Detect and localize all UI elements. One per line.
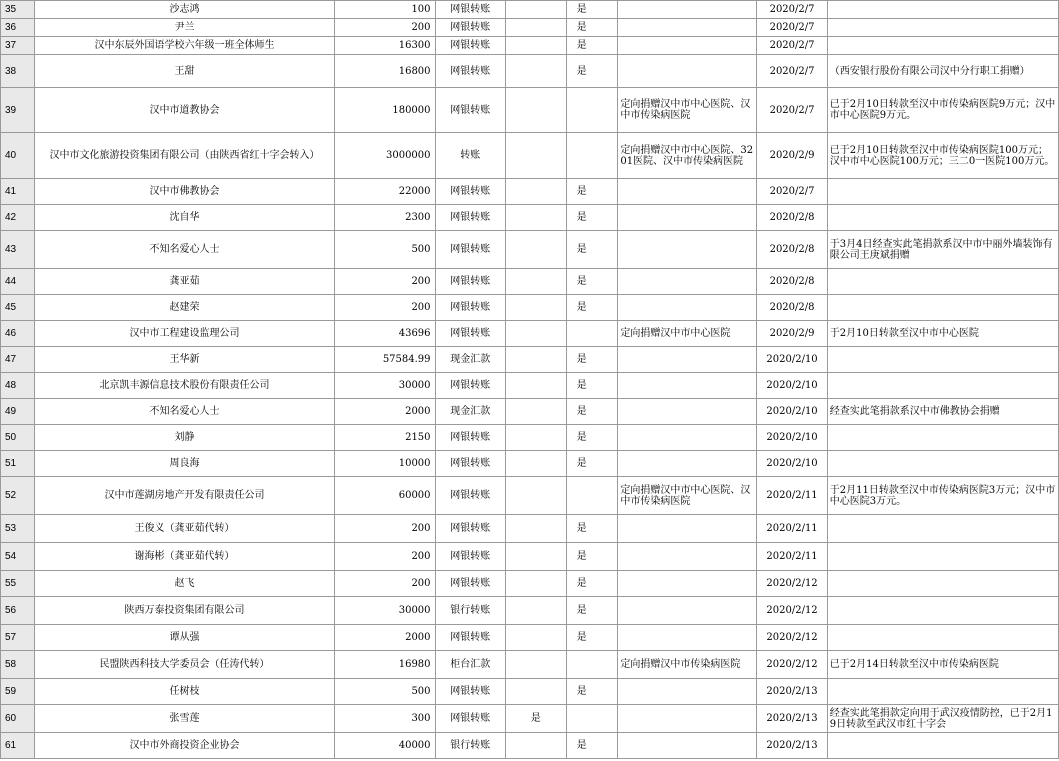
amount-cell[interactable]: 43696: [335, 321, 435, 347]
date-cell[interactable]: 2020/2/13: [757, 679, 827, 705]
table-row: [1, 88, 1059, 133]
donor-name-cell[interactable]: 王俊义（龚亚茹代转）: [34, 515, 335, 543]
flag-cell-e[interactable]: 是: [566, 347, 618, 373]
remark-cell[interactable]: [827, 679, 1058, 705]
flag-cell-e[interactable]: [566, 321, 618, 347]
flag-cell-d[interactable]: [506, 295, 567, 321]
payment-method-cell[interactable]: 现金汇款: [435, 399, 505, 425]
payment-method-cell[interactable]: 柜台汇款: [435, 651, 505, 679]
amount-cell[interactable]: 16800: [335, 55, 435, 88]
table-row: [1, 55, 1059, 88]
donor-name-cell[interactable]: 谭从强: [34, 625, 335, 651]
remark-cell[interactable]: 已于2月10日转款至汉中市传染病医院100万元；汉中市中心医院100万元；三二0一医院100万元。: [827, 133, 1058, 179]
designation-cell[interactable]: [618, 347, 757, 373]
amount-cell[interactable]: 200: [335, 19, 435, 37]
amount-cell[interactable]: 40000: [335, 733, 435, 759]
amount-cell[interactable]: 2000: [335, 625, 435, 651]
flag-cell-d[interactable]: [506, 347, 567, 373]
payment-method-cell[interactable]: 网银转账: [435, 515, 505, 543]
row-number[interactable]: 37: [1, 37, 35, 55]
donor-name-cell[interactable]: 沈自华: [34, 205, 335, 231]
flag-cell-e[interactable]: 是: [566, 733, 618, 759]
amount-cell[interactable]: 2000: [335, 399, 435, 425]
donor-name-cell[interactable]: 陕西万泰投资集团有限公司: [34, 597, 335, 625]
designation-cell[interactable]: [618, 179, 757, 205]
flag-cell-d[interactable]: [506, 679, 567, 705]
donor-name-cell[interactable]: 王甜: [34, 55, 335, 88]
flag-cell-d[interactable]: [506, 55, 567, 88]
flag-cell-e[interactable]: 是: [566, 179, 618, 205]
donor-name-cell[interactable]: 不知名爱心人士: [34, 231, 335, 269]
flag-cell-e[interactable]: 是: [566, 231, 618, 269]
table-row: [1, 571, 1059, 597]
remark-cell[interactable]: 已于2月14日转款至汉中市传染病医院: [827, 651, 1058, 679]
remark-cell[interactable]: [827, 37, 1058, 55]
donor-name-cell[interactable]: 赵建荣: [34, 295, 335, 321]
flag-cell-e[interactable]: [566, 705, 618, 733]
row-number[interactable]: 39: [1, 88, 35, 133]
amount-cell[interactable]: 2300: [335, 205, 435, 231]
flag-cell-e[interactable]: 是: [566, 373, 618, 399]
remark-cell[interactable]: [827, 19, 1058, 37]
table-row: [1, 1, 1059, 19]
payment-method-cell[interactable]: 网银转账: [435, 425, 505, 451]
remark-cell[interactable]: [827, 373, 1058, 399]
row-number[interactable]: 53: [1, 515, 35, 543]
table-row: [1, 37, 1059, 55]
designation-cell[interactable]: [618, 597, 757, 625]
amount-cell[interactable]: 3000000: [335, 133, 435, 179]
date-cell[interactable]: 2020/2/7: [757, 1, 827, 19]
amount-cell[interactable]: 200: [335, 571, 435, 597]
flag-cell-d[interactable]: [506, 543, 567, 571]
row-number[interactable]: 43: [1, 231, 35, 269]
flag-cell-e[interactable]: 是: [566, 37, 618, 55]
payment-method-cell[interactable]: 网银转账: [435, 373, 505, 399]
donor-name-cell[interactable]: 赵飞: [34, 571, 335, 597]
designation-cell[interactable]: [618, 55, 757, 88]
donor-name-cell[interactable]: 沙志鸿: [34, 1, 335, 19]
row-number[interactable]: 52: [1, 477, 35, 515]
table-row: [1, 269, 1059, 295]
donor-name-cell[interactable]: 北京凯丰源信息技术股份有限责任公司: [34, 373, 335, 399]
donor-name-cell[interactable]: 汉中市文化旅游投资集团有限公司（由陕西省红十字会转入）: [34, 133, 335, 179]
date-cell[interactable]: 2020/2/10: [757, 399, 827, 425]
remark-cell[interactable]: [827, 269, 1058, 295]
table-row: [1, 425, 1059, 451]
amount-cell[interactable]: 500: [335, 679, 435, 705]
date-cell[interactable]: 2020/2/7: [757, 55, 827, 88]
flag-cell-d[interactable]: [506, 651, 567, 679]
designation-cell[interactable]: 定向捐赠汉中市中心医院、汉中市传染病医院: [618, 477, 757, 515]
flag-cell-d[interactable]: [506, 269, 567, 295]
donor-name-cell[interactable]: 汉中东辰外国语学校六年级一班全体师生: [34, 37, 335, 55]
date-cell[interactable]: 2020/2/13: [757, 733, 827, 759]
payment-method-cell[interactable]: 网银转账: [435, 231, 505, 269]
remark-cell[interactable]: [827, 295, 1058, 321]
flag-cell-d[interactable]: [506, 373, 567, 399]
date-cell[interactable]: 2020/2/10: [757, 451, 827, 477]
flag-cell-e[interactable]: 是: [566, 679, 618, 705]
remark-cell[interactable]: 于3月4日经查实此笔捐款系汉中市中丽外墙装饰有限公司王庚斌捐赠: [827, 231, 1058, 269]
flag-cell-e[interactable]: 是: [566, 515, 618, 543]
payment-method-cell[interactable]: 网银转账: [435, 321, 505, 347]
row-number[interactable]: 59: [1, 679, 35, 705]
amount-cell[interactable]: 16980: [335, 651, 435, 679]
donor-name-cell[interactable]: 汉中市外商投资企业协会: [34, 733, 335, 759]
table-row: [1, 321, 1059, 347]
row-number[interactable]: 41: [1, 179, 35, 205]
donor-name-cell[interactable]: 刘静: [34, 425, 335, 451]
date-cell[interactable]: 2020/2/8: [757, 295, 827, 321]
amount-cell[interactable]: 180000: [335, 88, 435, 133]
designation-cell[interactable]: [618, 231, 757, 269]
table-row: [1, 477, 1059, 515]
table-row: [1, 515, 1059, 543]
donor-name-cell[interactable]: 民盟陕西科技大学委员会（任涛代转）: [34, 651, 335, 679]
designation-cell[interactable]: [618, 705, 757, 733]
flag-cell-d[interactable]: [506, 733, 567, 759]
table-row: [1, 19, 1059, 37]
payment-method-cell[interactable]: 网银转账: [435, 1, 505, 19]
designation-cell[interactable]: [618, 451, 757, 477]
table-row: [1, 373, 1059, 399]
flag-cell-d[interactable]: [506, 571, 567, 597]
donor-name-cell[interactable]: 龚亚茹: [34, 269, 335, 295]
donor-name-cell[interactable]: 汉中市佛教协会: [34, 179, 335, 205]
date-cell[interactable]: 2020/2/10: [757, 373, 827, 399]
row-number[interactable]: 35: [1, 1, 35, 19]
date-cell[interactable]: 2020/2/12: [757, 651, 827, 679]
row-number[interactable]: 36: [1, 19, 35, 37]
remark-cell[interactable]: [827, 571, 1058, 597]
table-row: [1, 451, 1059, 477]
date-cell[interactable]: 2020/2/12: [757, 571, 827, 597]
designation-cell[interactable]: 定向捐赠汉中市中心医院: [618, 321, 757, 347]
row-number[interactable]: 44: [1, 269, 35, 295]
flag-cell-d[interactable]: [506, 231, 567, 269]
remark-cell[interactable]: [827, 451, 1058, 477]
payment-method-cell[interactable]: 银行转账: [435, 597, 505, 625]
flag-cell-d[interactable]: [506, 451, 567, 477]
row-number[interactable]: 51: [1, 451, 35, 477]
flag-cell-e[interactable]: 是: [566, 425, 618, 451]
amount-cell[interactable]: 200: [335, 269, 435, 295]
remark-cell[interactable]: [827, 347, 1058, 373]
remark-cell[interactable]: 于2月11日转款至汉中市传染病医院3万元；汉中市中心医院3万元。: [827, 477, 1058, 515]
donor-name-cell[interactable]: 任树枝: [34, 679, 335, 705]
table-row: [1, 179, 1059, 205]
date-cell[interactable]: 2020/2/10: [757, 347, 827, 373]
designation-cell[interactable]: [618, 19, 757, 37]
designation-cell[interactable]: [618, 399, 757, 425]
flag-cell-d[interactable]: [506, 399, 567, 425]
remark-cell[interactable]: [827, 597, 1058, 625]
flag-cell-e[interactable]: 是: [566, 205, 618, 231]
flag-cell-e[interactable]: 是: [566, 55, 618, 88]
flag-cell-d[interactable]: [506, 597, 567, 625]
designation-cell[interactable]: 定向捐赠汉中市传染病医院: [618, 651, 757, 679]
amount-cell[interactable]: 30000: [335, 373, 435, 399]
date-cell[interactable]: 2020/2/11: [757, 515, 827, 543]
table-row: [1, 543, 1059, 571]
flag-cell-d[interactable]: [506, 19, 567, 37]
amount-cell[interactable]: 200: [335, 543, 435, 571]
payment-method-cell[interactable]: 网银转账: [435, 571, 505, 597]
flag-cell-d[interactable]: 是: [506, 705, 567, 733]
designation-cell[interactable]: [618, 269, 757, 295]
remark-cell[interactable]: [827, 625, 1058, 651]
remark-cell[interactable]: 经查实此笔捐款定向用于武汉疫情防控，已于2月19日转款至武汉市红十字会: [827, 705, 1058, 733]
flag-cell-d[interactable]: [506, 37, 567, 55]
designation-cell[interactable]: [618, 373, 757, 399]
date-cell[interactable]: 2020/2/7: [757, 19, 827, 37]
payment-method-cell[interactable]: 网银转账: [435, 88, 505, 133]
date-cell[interactable]: 2020/2/7: [757, 88, 827, 133]
remark-cell[interactable]: 于2月10日转款至汉中市中心医院: [827, 321, 1058, 347]
donor-name-cell[interactable]: 谢海彬（龚亚茹代转）: [34, 543, 335, 571]
amount-cell[interactable]: 60000: [335, 477, 435, 515]
flag-cell-e[interactable]: 是: [566, 625, 618, 651]
flag-cell-d[interactable]: [506, 179, 567, 205]
row-number[interactable]: 55: [1, 571, 35, 597]
payment-method-cell[interactable]: 网银转账: [435, 543, 505, 571]
payment-method-cell[interactable]: 网银转账: [435, 55, 505, 88]
table-row: [1, 347, 1059, 373]
flag-cell-d[interactable]: [506, 88, 567, 133]
payment-method-cell[interactable]: 网银转账: [435, 37, 505, 55]
row-number[interactable]: 58: [1, 651, 35, 679]
amount-cell[interactable]: 2150: [335, 425, 435, 451]
payment-method-cell[interactable]: 网银转账: [435, 295, 505, 321]
designation-cell[interactable]: [618, 543, 757, 571]
amount-cell[interactable]: 200: [335, 515, 435, 543]
payment-method-cell[interactable]: 转账: [435, 133, 505, 179]
table-row: [1, 295, 1059, 321]
designation-cell[interactable]: [618, 295, 757, 321]
donor-name-cell[interactable]: 周良海: [34, 451, 335, 477]
row-number[interactable]: 46: [1, 321, 35, 347]
table-row: [1, 205, 1059, 231]
table-row: [1, 399, 1059, 425]
flag-cell-d[interactable]: [506, 625, 567, 651]
flag-cell-d[interactable]: [506, 1, 567, 19]
table-row: [1, 231, 1059, 269]
designation-cell[interactable]: 定向捐赠汉中市中心医院、3201医院、汉中市传染病医院: [618, 133, 757, 179]
table-row: [1, 705, 1059, 733]
table-row: [1, 625, 1059, 651]
remark-cell[interactable]: [827, 733, 1058, 759]
payment-method-cell[interactable]: 网银转账: [435, 269, 505, 295]
row-number[interactable]: 61: [1, 733, 35, 759]
date-cell[interactable]: 2020/2/11: [757, 477, 827, 515]
date-cell[interactable]: 2020/2/10: [757, 425, 827, 451]
date-cell[interactable]: 2020/2/12: [757, 625, 827, 651]
flag-cell-e[interactable]: 是: [566, 399, 618, 425]
row-number[interactable]: 60: [1, 705, 35, 733]
remark-cell[interactable]: [827, 179, 1058, 205]
flag-cell-e[interactable]: 是: [566, 295, 618, 321]
payment-method-cell[interactable]: 网银转账: [435, 705, 505, 733]
row-number[interactable]: 42: [1, 205, 35, 231]
flag-cell-e[interactable]: 是: [566, 597, 618, 625]
table-row: [1, 133, 1059, 179]
date-cell[interactable]: 2020/2/8: [757, 205, 827, 231]
payment-method-cell[interactable]: 网银转账: [435, 205, 505, 231]
flag-cell-d[interactable]: [506, 205, 567, 231]
date-cell[interactable]: 2020/2/12: [757, 597, 827, 625]
remark-cell[interactable]: [827, 1, 1058, 19]
flag-cell-e[interactable]: [566, 651, 618, 679]
designation-cell[interactable]: [618, 571, 757, 597]
donor-name-cell[interactable]: 张雪莲: [34, 705, 335, 733]
remark-cell[interactable]: [827, 515, 1058, 543]
flag-cell-e[interactable]: 是: [566, 571, 618, 597]
flag-cell-d[interactable]: [506, 321, 567, 347]
remark-cell[interactable]: （西安银行股份有限公司汉中分行职工捐赠）: [827, 55, 1058, 88]
flag-cell-e[interactable]: 是: [566, 1, 618, 19]
payment-method-cell[interactable]: 网银转账: [435, 179, 505, 205]
date-cell[interactable]: 2020/2/9: [757, 321, 827, 347]
amount-cell[interactable]: 300: [335, 705, 435, 733]
flag-cell-e[interactable]: [566, 477, 618, 515]
donor-name-cell[interactable]: 汉中市莲湖房地产开发有限责任公司: [34, 477, 335, 515]
row-number[interactable]: 38: [1, 55, 35, 88]
flag-cell-e[interactable]: 是: [566, 451, 618, 477]
flag-cell-d[interactable]: [506, 425, 567, 451]
donor-name-cell[interactable]: 不知名爱心人士: [34, 399, 335, 425]
row-number[interactable]: 57: [1, 625, 35, 651]
flag-cell-e[interactable]: [566, 133, 618, 179]
donor-name-cell[interactable]: 尹兰: [34, 19, 335, 37]
amount-cell[interactable]: 16300: [335, 37, 435, 55]
designation-cell[interactable]: [618, 425, 757, 451]
flag-cell-e[interactable]: 是: [566, 269, 618, 295]
payment-method-cell[interactable]: 现金汇款: [435, 347, 505, 373]
designation-cell[interactable]: [618, 37, 757, 55]
table-row: [1, 679, 1059, 705]
date-cell[interactable]: 2020/2/8: [757, 269, 827, 295]
flag-cell-d[interactable]: [506, 477, 567, 515]
flag-cell-d[interactable]: [506, 133, 567, 179]
payment-method-cell[interactable]: 网银转账: [435, 625, 505, 651]
payment-method-cell[interactable]: 网银转账: [435, 19, 505, 37]
date-cell[interactable]: 2020/2/8: [757, 231, 827, 269]
donor-name-cell[interactable]: 汉中市道教协会: [34, 88, 335, 133]
amount-cell[interactable]: 22000: [335, 179, 435, 205]
row-number[interactable]: 40: [1, 133, 35, 179]
designation-cell[interactable]: [618, 733, 757, 759]
date-cell[interactable]: 2020/2/9: [757, 133, 827, 179]
remark-cell[interactable]: [827, 205, 1058, 231]
flag-cell-e[interactable]: 是: [566, 19, 618, 37]
date-cell[interactable]: 2020/2/7: [757, 37, 827, 55]
designation-cell[interactable]: [618, 625, 757, 651]
amount-cell[interactable]: 10000: [335, 451, 435, 477]
row-number[interactable]: 48: [1, 373, 35, 399]
payment-method-cell[interactable]: 银行转账: [435, 733, 505, 759]
table-row: [1, 597, 1059, 625]
date-cell[interactable]: 2020/2/7: [757, 179, 827, 205]
row-number[interactable]: 56: [1, 597, 35, 625]
row-number[interactable]: 45: [1, 295, 35, 321]
remark-cell[interactable]: [827, 543, 1058, 571]
table-row: [1, 733, 1059, 759]
designation-cell[interactable]: 定向捐赠汉中市中心医院、汉中市传染病医院: [618, 88, 757, 133]
remark-cell[interactable]: [827, 425, 1058, 451]
row-number[interactable]: 47: [1, 347, 35, 373]
table-row: [1, 651, 1059, 679]
designation-cell[interactable]: [618, 679, 757, 705]
payment-method-cell[interactable]: 网银转账: [435, 451, 505, 477]
donor-name-cell[interactable]: 汉中市工程建设监理公司: [34, 321, 335, 347]
amount-cell[interactable]: 30000: [335, 597, 435, 625]
row-number[interactable]: 50: [1, 425, 35, 451]
flag-cell-e[interactable]: 是: [566, 543, 618, 571]
date-cell[interactable]: 2020/2/13: [757, 705, 827, 733]
designation-cell[interactable]: [618, 515, 757, 543]
remark-cell[interactable]: 已于2月10日转款至汉中市传染病医院9万元；汉中市中心医院9万元。: [827, 88, 1058, 133]
row-number[interactable]: 54: [1, 543, 35, 571]
row-number[interactable]: 49: [1, 399, 35, 425]
amount-cell[interactable]: 500: [335, 231, 435, 269]
date-cell[interactable]: 2020/2/11: [757, 543, 827, 571]
amount-cell[interactable]: 200: [335, 295, 435, 321]
flag-cell-d[interactable]: [506, 515, 567, 543]
flag-cell-e[interactable]: [566, 88, 618, 133]
remark-cell[interactable]: 经查实此笔捐款系汉中市佛教协会捐赠: [827, 399, 1058, 425]
donor-name-cell[interactable]: 王华新: [34, 347, 335, 373]
amount-cell[interactable]: 100: [335, 1, 435, 19]
designation-cell[interactable]: [618, 205, 757, 231]
payment-method-cell[interactable]: 网银转账: [435, 477, 505, 515]
amount-cell[interactable]: 57584.99: [335, 347, 435, 373]
designation-cell[interactable]: [618, 1, 757, 19]
payment-method-cell[interactable]: 网银转账: [435, 679, 505, 705]
